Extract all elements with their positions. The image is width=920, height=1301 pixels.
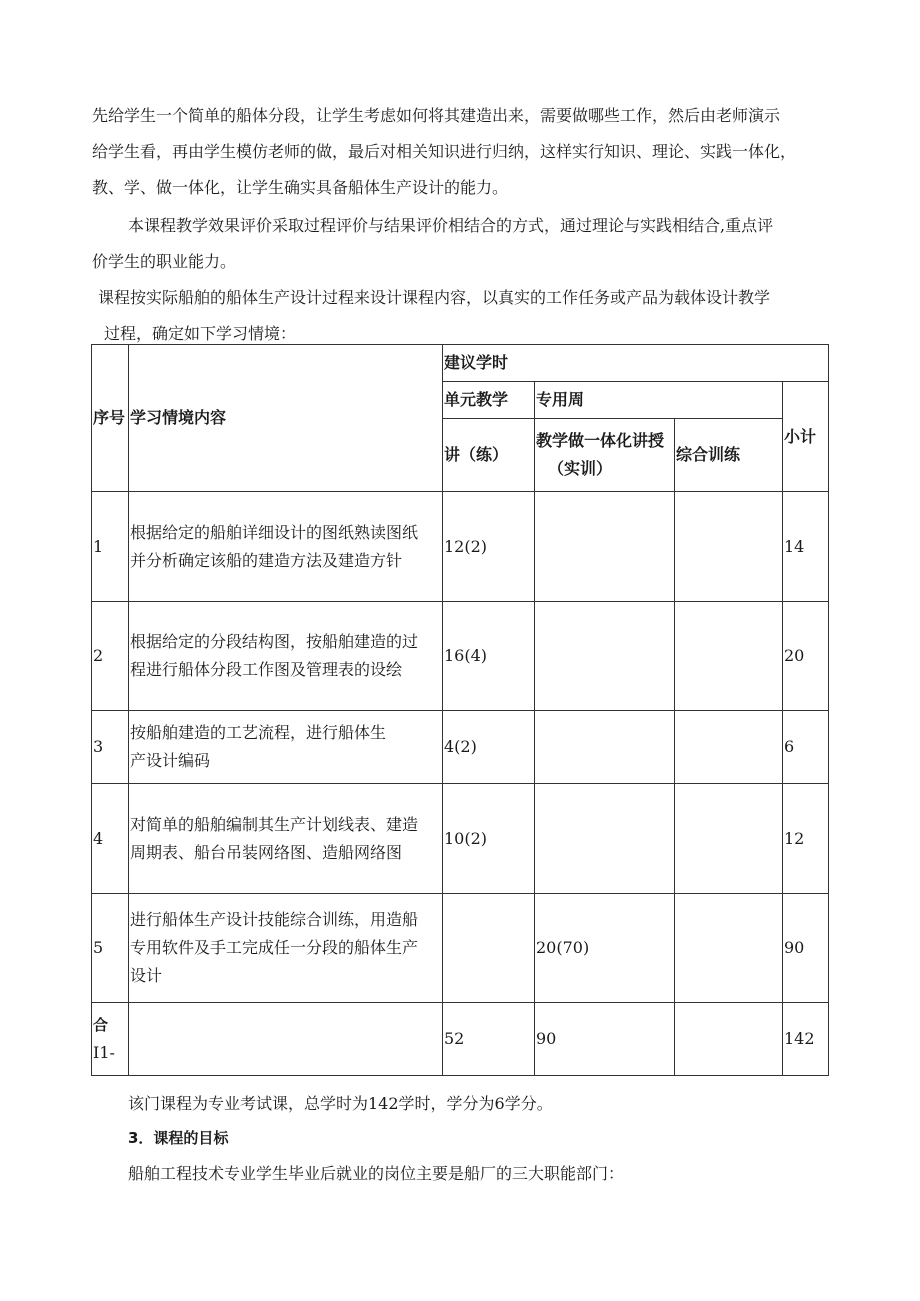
- header-special-week: 专用周: [535, 382, 783, 419]
- cell-subtotal: 6: [783, 711, 829, 784]
- table-row: [92, 784, 829, 894]
- learning-situation-table: [91, 344, 829, 1076]
- header-suggested-hours: 建议学时: [443, 345, 829, 382]
- cell-integrated: [535, 492, 675, 602]
- cell-seq: 3: [92, 711, 129, 784]
- cell-integrated: [535, 711, 675, 784]
- employment-text: 船舶工程技术专业学生毕业后就业的岗位主要是船厂的三大职能部门：: [128, 1164, 625, 1183]
- cell-subtotal: 90: [783, 894, 829, 1003]
- total-hours-note: 该门课程为专业考试课，总学时为142学时，学分为6学分。: [128, 1094, 553, 1113]
- table-header-row: [92, 345, 829, 382]
- header-content: 学习情境内容: [129, 345, 443, 492]
- cell-seq: 1: [92, 492, 129, 602]
- cell-seq: 2: [92, 602, 129, 711]
- evaluation-paragraph: [92, 208, 832, 280]
- table-row: [92, 894, 829, 1003]
- cell-lecture: 16(4): [443, 602, 535, 711]
- cell-lecture: 52: [443, 1003, 535, 1076]
- cell-subtotal: 12: [783, 784, 829, 894]
- cell-subtotal: 14: [783, 492, 829, 602]
- intro-paragraph: [92, 98, 832, 206]
- cell-integrated: [535, 602, 675, 711]
- cell-lecture: [443, 894, 535, 1003]
- table-row: [92, 492, 829, 602]
- cell-content: 根据给定的分段结构图，按船舶建造的过 程进行船体分段工作图及管理表的设绘: [129, 602, 443, 711]
- text-line: 课程按实际船舶的船体生产设计过程来设计课程内容，以真实的工作任务或产品为载体设计教学: [98, 288, 771, 307]
- table-total-row: [92, 1003, 829, 1076]
- cell-integrated: [535, 784, 675, 894]
- header-subtotal: 小计: [783, 382, 829, 492]
- cell-total-label: 合 I1-: [92, 1003, 129, 1076]
- header-integrated: 教学做一体化讲授 （实训）: [535, 419, 675, 492]
- cell-lecture: 12(2): [443, 492, 535, 602]
- text-line: 价学生的职业能力。: [92, 252, 237, 271]
- cell-seq: 4: [92, 784, 129, 894]
- cell-content: 对简单的船舶编制其生产计划线表、建造 周期表、船台吊装网络图、造船网络图: [129, 784, 443, 894]
- cell-comprehensive: [675, 711, 783, 784]
- cell-content: 按船舶建造的工艺流程，进行船体生 产设计编码: [129, 711, 443, 784]
- course-design-paragraph: [98, 280, 828, 352]
- cell-comprehensive: [675, 602, 783, 711]
- text-line: 过程，确定如下学习情境：: [104, 324, 297, 343]
- cell-seq: 5: [92, 894, 129, 1003]
- text-line: 本课程教学效果评价采取过程评价与结果评价相结合的方式，通过理论与实践相结合,重点评: [128, 216, 774, 235]
- cell-comprehensive: [675, 894, 783, 1003]
- cell-lecture: 10(2): [443, 784, 535, 894]
- text-line: 给学生看，再由学生模仿老师的做，最后对相关知识进行归纳，这样实行知识、理论、实践一体化，: [92, 142, 797, 161]
- cell-content: [129, 1003, 443, 1076]
- table-row: [92, 711, 829, 784]
- cell-integrated: 90: [535, 1003, 675, 1076]
- header-seq: 序号: [92, 345, 129, 492]
- section-heading: 3．课程的目标: [128, 1129, 229, 1147]
- cell-content: 根据给定的船舶详细设计的图纸熟读图纸 并分析确定该船的建造方法及建造方针: [129, 492, 443, 602]
- cell-comprehensive: [675, 784, 783, 894]
- header-unit-teaching: 单元教学: [443, 382, 535, 419]
- cell-comprehensive: [675, 492, 783, 602]
- cell-content: 进行船体生产设计技能综合训练，用造船 专用软件及手工完成任一分段的船体生产 设计: [129, 894, 443, 1003]
- cell-lecture: 4(2): [443, 711, 535, 784]
- text-line: 教、学、做一体化，让学生确实具备船体生产设计的能力。: [92, 178, 509, 197]
- table-row: [92, 602, 829, 711]
- header-lecture: 讲（练）: [443, 419, 535, 492]
- cell-comprehensive: [675, 1003, 783, 1076]
- text-line: 先给学生一个简单的船体分段，让学生考虑如何将其建造出来，需要做哪些工作，然后由老师演示: [92, 106, 781, 125]
- cell-subtotal: 142: [783, 1003, 829, 1076]
- cell-subtotal: 20: [783, 602, 829, 711]
- header-comprehensive: 综合训练: [675, 419, 783, 492]
- cell-integrated: 20(70): [535, 894, 675, 1003]
